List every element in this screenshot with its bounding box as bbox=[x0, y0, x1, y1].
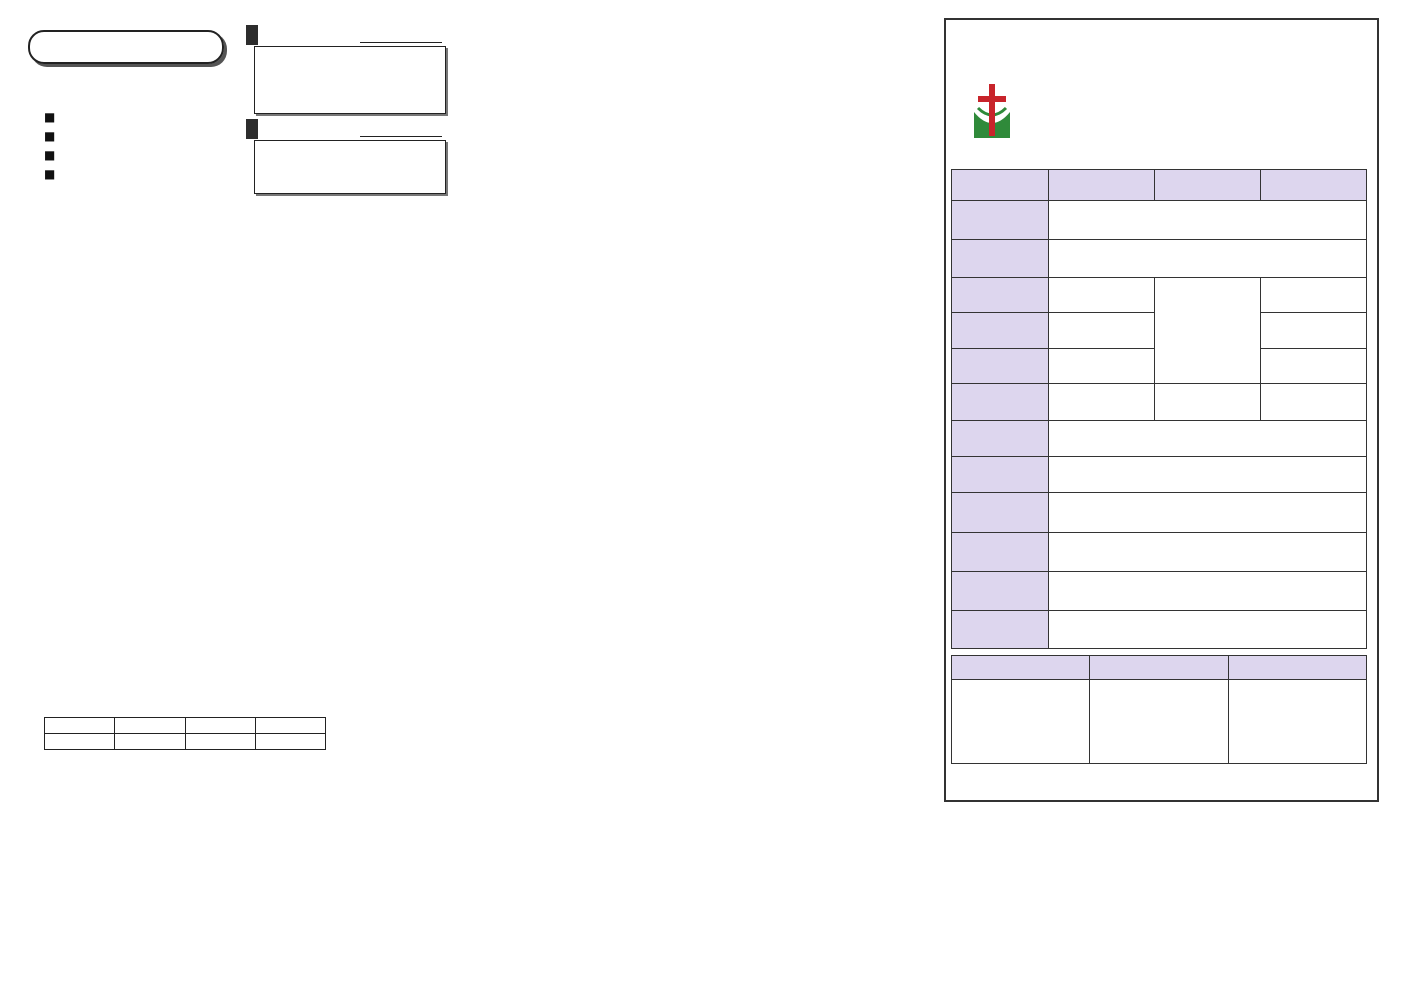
order-value bbox=[1049, 384, 1155, 420]
church-logo-icon bbox=[970, 82, 1014, 140]
order-label bbox=[952, 493, 1049, 532]
dawn-service bbox=[1090, 680, 1229, 764]
mission-rule bbox=[360, 42, 442, 43]
event-table bbox=[44, 717, 326, 750]
order-value bbox=[1049, 313, 1155, 348]
order-value bbox=[1049, 239, 1367, 277]
vision-item: ■ bbox=[44, 148, 56, 162]
order-label bbox=[952, 313, 1049, 348]
worship-order-table bbox=[951, 169, 1367, 649]
order-value bbox=[1261, 348, 1367, 383]
order-label bbox=[952, 420, 1049, 456]
order-label bbox=[952, 278, 1049, 313]
built-women-table-left bbox=[483, 252, 702, 800]
other-services-table bbox=[951, 655, 1367, 764]
saint-mission-title bbox=[246, 119, 258, 139]
event-header bbox=[115, 718, 185, 734]
saint-rule bbox=[360, 136, 442, 137]
order-label bbox=[952, 610, 1049, 649]
event-header bbox=[185, 718, 255, 734]
order-label bbox=[952, 239, 1049, 277]
order-label bbox=[952, 456, 1049, 492]
order-label bbox=[952, 532, 1049, 571]
order-value-merged bbox=[1155, 278, 1261, 384]
notice-text bbox=[30, 495, 37, 554]
stand-note bbox=[952, 170, 1049, 201]
vision-item: ■ bbox=[44, 167, 56, 181]
event-cell bbox=[185, 734, 255, 750]
mission-box bbox=[254, 46, 446, 114]
built-women-table-right bbox=[705, 252, 915, 800]
order-value bbox=[1049, 610, 1367, 649]
service-header bbox=[1229, 656, 1367, 680]
order-value bbox=[1049, 278, 1155, 313]
order-value bbox=[1049, 420, 1367, 456]
vision-title bbox=[28, 30, 224, 64]
order-value bbox=[1155, 384, 1261, 420]
event-header bbox=[255, 718, 325, 734]
service-header bbox=[1090, 656, 1229, 680]
order-value bbox=[1049, 456, 1367, 492]
order-value bbox=[1049, 493, 1367, 532]
order-label bbox=[952, 572, 1049, 610]
wednesday-service bbox=[1229, 680, 1367, 764]
vision-list bbox=[44, 108, 55, 184]
service-header bbox=[1261, 170, 1367, 201]
order-value bbox=[1261, 313, 1367, 348]
order-label bbox=[952, 201, 1049, 239]
order-label bbox=[952, 348, 1049, 383]
order-value bbox=[1261, 278, 1367, 313]
order-label bbox=[952, 384, 1049, 420]
event-cell bbox=[255, 734, 325, 750]
order-value bbox=[1049, 572, 1367, 610]
service-header bbox=[1155, 170, 1261, 201]
sermon-title bbox=[1049, 532, 1367, 571]
union-service bbox=[952, 680, 1090, 764]
service-header bbox=[952, 656, 1090, 680]
mission-title bbox=[246, 25, 258, 45]
vision-item: ■ bbox=[44, 129, 56, 143]
event-cell bbox=[115, 734, 185, 750]
order-value bbox=[1049, 348, 1155, 383]
order-value bbox=[1049, 201, 1367, 239]
saint-mission-box bbox=[254, 140, 446, 194]
event-cell bbox=[45, 734, 115, 750]
built-men-table bbox=[483, 39, 915, 249]
event-header bbox=[45, 718, 115, 734]
vision-item: ■ bbox=[44, 110, 56, 124]
service-header bbox=[1049, 170, 1155, 201]
order-value bbox=[1261, 384, 1367, 420]
